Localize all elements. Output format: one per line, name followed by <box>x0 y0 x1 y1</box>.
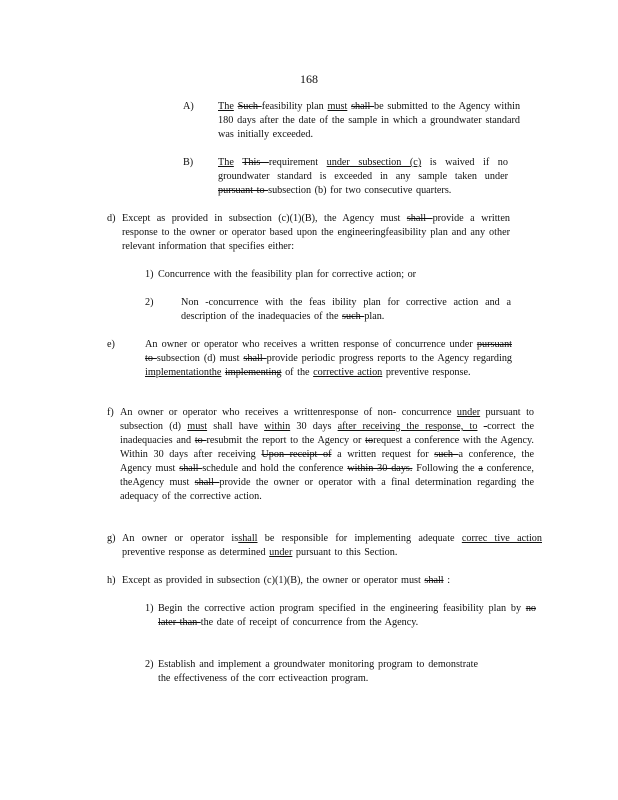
text-run: correct the inadequacies and <box>120 421 534 446</box>
text-run: of the <box>281 367 314 378</box>
deleted-text: such <box>434 449 459 460</box>
deleted-text: Upon receipt of <box>261 449 332 460</box>
deleted-text: Such <box>237 101 262 112</box>
deleted-text: pursuant to <box>218 185 269 196</box>
text-run: pursuant to this Section. <box>292 547 398 558</box>
inserted-text: shall <box>238 533 258 544</box>
text-run: Non -concurrence with the feas ibility plan for corrective action and a description of the inadequacies of the <box>181 297 511 322</box>
deleted-text: shall <box>194 477 220 488</box>
deleted-text: pursuant to <box>145 339 512 364</box>
text-run: requirement <box>268 157 327 168</box>
inserted-text: within <box>264 421 291 432</box>
deleted-text: shall <box>406 213 433 224</box>
paragraph-h2: Establish and implement a groundwater monitoring program to demonstrate the effectiveness of the corr ectiveaction program. <box>158 659 478 684</box>
inserted-text: correc tive action <box>461 533 542 544</box>
text-run: request a conference with the Agency. Within 30 days after receiving <box>120 435 534 460</box>
paragraph-d1: Concurrence with the feasibility plan for corrective action; or <box>158 269 417 280</box>
deleted-text: This <box>242 157 269 168</box>
deleted-text: - <box>483 421 488 432</box>
text-run: subsection (d) must <box>156 353 244 364</box>
paragraph-h1 <box>158 602 536 630</box>
item-label-A: A) <box>183 101 194 112</box>
page-number: 168 <box>300 72 318 86</box>
paragraph-g <box>122 532 542 560</box>
deleted-text: shall <box>179 463 203 474</box>
item-label-f: f) <box>107 407 114 418</box>
text-run: An owner or operator who receives a written response of concurrence under <box>145 339 477 350</box>
item-label-e: e) <box>107 339 115 350</box>
inserted-text: The <box>218 157 234 168</box>
deleted-text: to <box>194 435 207 446</box>
item-label-h1: 1) <box>145 603 154 614</box>
text-run: provide a written response to the owner or operator based upon the engineeringfeasibility plan and any other relevant information that specifies either: <box>122 213 511 252</box>
text-run: Except as provided in subsection (c)(1)(B), the Agency must <box>122 213 407 224</box>
deleted-text: shall <box>351 101 375 112</box>
paragraph-f <box>120 406 534 504</box>
text-run: shall have <box>207 421 265 432</box>
text-run: An owner or operator is <box>122 533 239 544</box>
text-run: 30 days <box>290 421 338 432</box>
deleted-text: such <box>342 311 365 322</box>
text-run: An owner or operator who receives a writtenresponse of non- concurrence <box>120 407 457 418</box>
item-label-d1: 1) <box>145 269 154 280</box>
text-run: provide the owner or operator with a final determination regarding the adequacy of the corrective action. <box>120 477 534 502</box>
inserted-text: under <box>456 407 481 418</box>
text-run: Except as provided in subsection (c)(1)(B), the owner or operator must <box>122 575 425 586</box>
deleted-text: within 30 days. <box>347 463 413 474</box>
item-label-d2: 2) <box>145 297 154 308</box>
inserted-text: must <box>327 101 348 112</box>
text-run: plan. <box>364 311 385 322</box>
text-run: is waived if no groundwater standard is exceeded in any sample taken under <box>218 157 508 182</box>
text-run: Following the <box>412 463 479 474</box>
item-label-h: h) <box>107 575 116 586</box>
text-run: schedule and hold the conference <box>202 463 348 474</box>
item-label-B: B) <box>183 157 194 168</box>
deleted-text: implementing <box>224 367 282 378</box>
inserted-text: corrective action <box>313 367 383 378</box>
text-run: resubmit the report to the Agency or <box>206 435 366 446</box>
deleted-text: shall <box>424 575 444 586</box>
text-run <box>234 157 242 168</box>
text-run: a conference, the Agency must <box>120 449 534 474</box>
paragraph-B <box>218 156 508 198</box>
text-run: subsection (b) for two consecutive quarters. <box>268 185 452 196</box>
paragraph-A <box>218 100 520 142</box>
deleted-text: shall <box>243 353 267 364</box>
text-run: the date of receipt of concurrence from the Agency. <box>200 617 419 628</box>
item-label-h2: 2) <box>145 659 154 670</box>
paragraph-d <box>122 212 510 254</box>
text-run: pursuant to subsection (d) <box>120 407 534 432</box>
text-run: Begin the corrective action program specified in the engineering feasibility plan by <box>158 603 526 614</box>
text-run: conference, theAgency must <box>120 463 534 488</box>
deleted-text: no later than <box>158 603 536 628</box>
text-run: be responsible for implementing adequate <box>257 533 462 544</box>
text-run: be submitted to the Agency within 180 days after the date of the sample in which a groundwater standard was initially exceeded. <box>218 101 521 140</box>
inserted-text: must <box>187 421 208 432</box>
paragraph-d2 <box>181 296 511 324</box>
text-run: preventive response as determined <box>122 547 270 558</box>
item-label-d: d) <box>107 213 116 224</box>
inserted-text: The <box>218 101 234 112</box>
paragraph-h <box>122 574 542 588</box>
inserted-text: under subsection (c) <box>326 157 422 168</box>
text-run: feasibility plan <box>261 101 328 112</box>
inserted-text: implementationthe <box>145 367 222 378</box>
text-run: provide periodic progress reports to the Agency regarding <box>266 353 513 364</box>
inserted-text: after receiving the response, to <box>337 421 478 432</box>
text-run: : <box>443 575 451 586</box>
text-run: preventive response. <box>382 367 471 378</box>
text-run: a written request for <box>331 449 435 460</box>
deleted-text: a <box>478 463 483 474</box>
item-label-g: g) <box>107 533 116 544</box>
deleted-text: to <box>365 435 374 446</box>
inserted-text: under <box>269 547 293 558</box>
paragraph-e <box>145 338 512 380</box>
